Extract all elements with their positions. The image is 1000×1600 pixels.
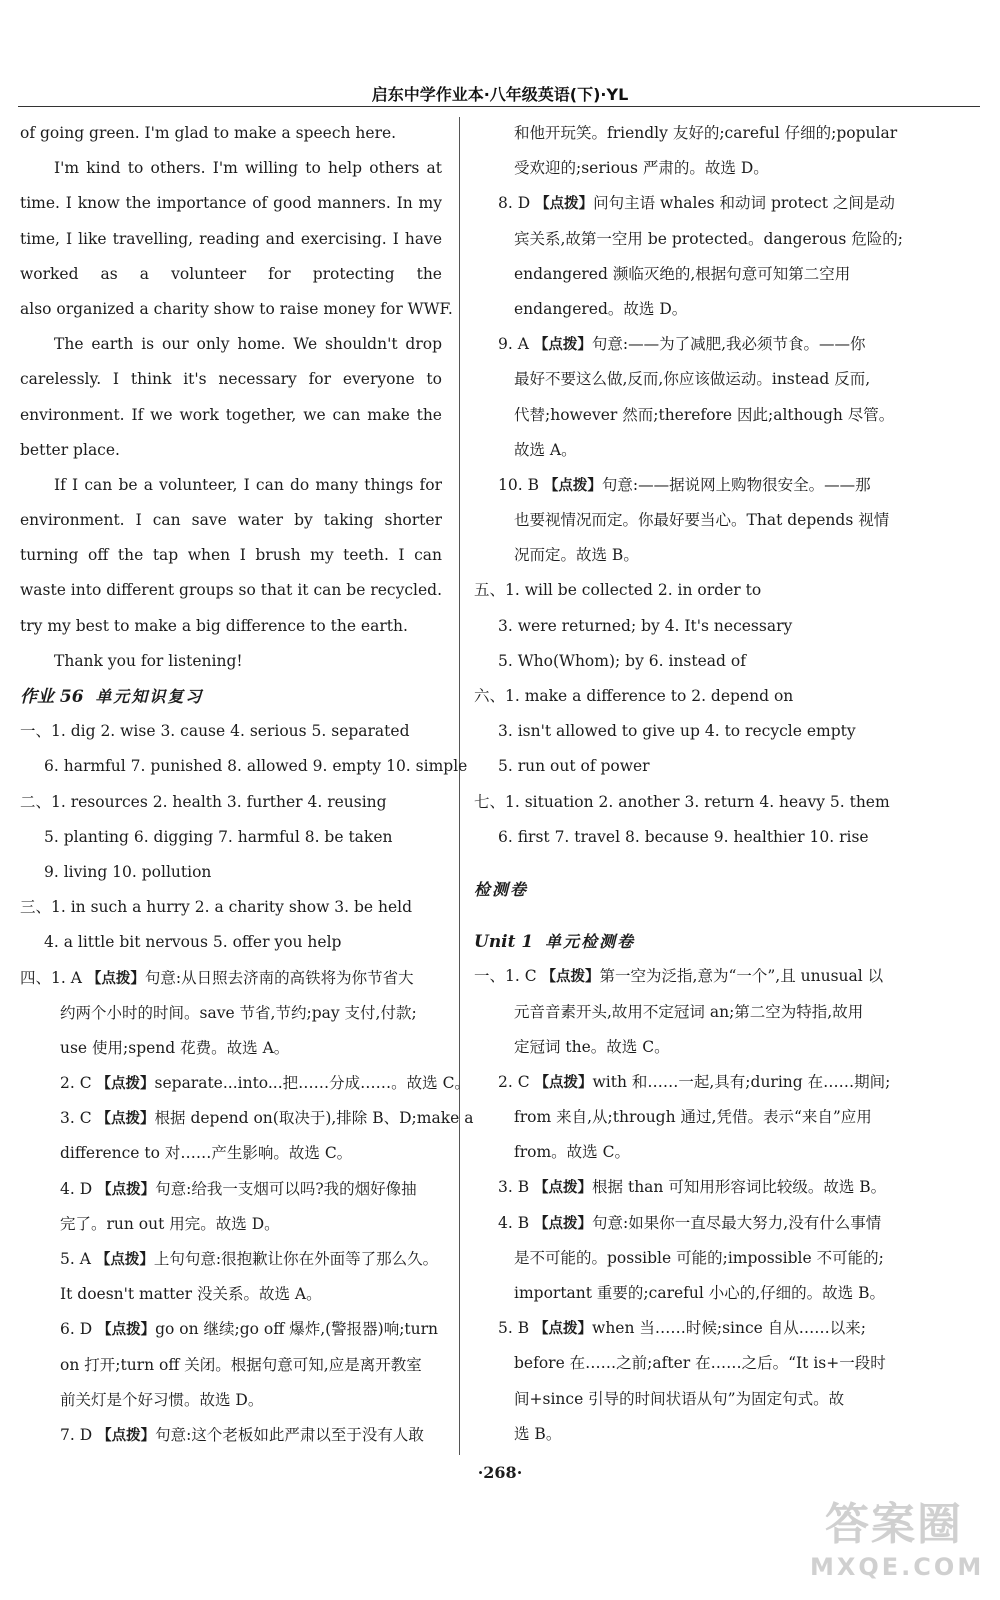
answer-line: 6. harmful 7. punished 8. allowed 9. empty 10. simple: [44, 757, 468, 776]
essay-line: also organized a charity show to raise money for WWF.: [20, 299, 453, 318]
answer-explanation-line: important 重要的;careful 小心的,仔细的。故选 B。: [514, 1284, 886, 1302]
essay-line: carelessly. I think it's necessary for everyone to: [20, 370, 442, 389]
answer-explanation-line: 前关灯是个好习惯。故选 D。: [60, 1390, 264, 1409]
answer-explanation-line: 受欢迎的;serious 严肃的。故选 D。: [514, 159, 769, 178]
answer-line: 3. isn't allowed to give up 4. to recycle empty: [498, 722, 856, 741]
essay-line: Thank you for listening!: [54, 651, 243, 670]
essay-line: I'm kind to others. I'm willing to help others at: [54, 159, 442, 178]
answer-explanation: 9. A 【点拨】句意:——为了减肥,我必须节食。——你: [498, 335, 866, 354]
answer-explanation: 4. B 【点拨】句意:如果你一直尽最大努力,没有什么事情: [498, 1213, 882, 1232]
section-title: [20, 679, 442, 714]
right-column: [474, 116, 904, 1452]
answer-line: 五、1. will be collected 2. in order to: [474, 581, 762, 600]
watermark-url: MXQE.COM: [810, 1553, 985, 1581]
essay-line: time, I like travelling, reading and exercising. I have: [20, 229, 442, 248]
watermark-logo: [810, 1498, 985, 1594]
answer-line: 4. a little bit nervous 5. offer you help: [44, 933, 342, 952]
essay-line: better place.: [20, 440, 120, 459]
answer-explanation-line: 最好不要这么做,反而,你应该做运动。instead 反而,: [514, 370, 871, 389]
answer-explanation: 4. D 【点拨】句意:给我一支烟可以吗?我的烟好像抽: [60, 1179, 417, 1198]
answer-explanation-line: 况而定。故选 B。: [514, 546, 639, 565]
answer-explanation-line: 约两个小时的时间。save 节省,节约;pay 支付,付款;: [60, 1003, 417, 1022]
answer-explanation: 2. C 【点拨】with 和……一起,具有;during 在……期间;: [498, 1072, 891, 1091]
answer-explanation-line: 定冠词 the。故选 C。: [514, 1037, 670, 1056]
answer-explanation-line: 和他开玩笑。friendly 友好的;careful 仔细的;popular: [514, 124, 898, 142]
hint-tag: 【点拨】: [97, 1322, 156, 1339]
answer-line: 5. planting 6. digging 7. harmful 8. be taken: [44, 827, 393, 846]
answer-explanation-line: 是不可能的。possible 可能的;impossible 不可能的;: [514, 1248, 884, 1267]
answer-line: 二、1. resources 2. health 3. further 4. reusing: [20, 792, 387, 811]
essay-line: environment. I can save water by taking shorter: [20, 511, 442, 530]
answer-explanation-line: 选 B。: [514, 1424, 562, 1443]
hint-tag: 【点拨】: [534, 1074, 593, 1091]
answer-line: 三、1. in such a hurry 2. a charity show 3. be held: [20, 898, 413, 917]
essay-line: The earth is our only home. We shouldn't drop: [54, 335, 442, 354]
unit-number: Unit 1: [474, 932, 534, 953]
answer-explanation-line: endangered 濒临灭绝的,根据句意可知第二空用: [514, 264, 851, 283]
running-header: 启东中学作业本·八年级英语(下)·YL: [371, 85, 629, 104]
answer-explanation-line: 宾关系,故第一空用 be protected。dangerous 危险的;: [514, 229, 904, 248]
answer-explanation-line: from。故选 C。: [514, 1143, 630, 1162]
section-title: [474, 872, 898, 907]
hint-tag: 【点拨】: [543, 477, 602, 494]
answer-explanation-line: use 使用;spend 花费。故选 A。: [60, 1038, 290, 1057]
answer-explanation-line: difference to 对……产生影响。故选 C。: [60, 1144, 353, 1163]
column-divider: [459, 117, 460, 1455]
answer-explanation: 7. D 【点拨】句意:这个老板如此严肃以至于没有人敢: [60, 1425, 424, 1444]
answer-explanation: 6. D 【点拨】go on 继续;go off 爆炸,(警报器)响;turn: [60, 1320, 439, 1339]
answer-explanation-line: from 来自,从;through 通过,凭借。表示“来自”应用: [514, 1108, 872, 1127]
answer-explanation: 一、1. C 【点拨】第一空为泛指,意为“一个”,且 unusual 以: [474, 967, 884, 986]
answer-line: 5. Who(Whom); by 6. instead of: [498, 651, 746, 670]
answer-explanation-line: endangered。故选 D。: [514, 299, 688, 318]
answer-explanation: 3. C 【点拨】根据 depend on(取决于),排除 B、D;make a: [60, 1109, 474, 1128]
essay-line: environment. If we work together, we can make the: [20, 405, 442, 424]
answer-explanation-line: 元音音素开头,故用不定冠词 an;第二空为特指,故用: [514, 1002, 864, 1021]
answer-explanation: 5. B 【点拨】when 当……时候;since 自从……以来;: [498, 1319, 866, 1338]
hint-tag: 【点拨】: [96, 1076, 155, 1093]
answer-explanation: 3. B 【点拨】根据 than 可知用形容词比较级。故选 B。: [498, 1178, 887, 1197]
essay-line: waste into different groups so that it can be recycled.: [20, 581, 442, 600]
answer-explanation-line: 代替;however 然而;therefore 因此;although 尽管。: [514, 405, 895, 424]
test-title: 检测卷: [474, 879, 529, 899]
hint-tag: 【点拨】: [97, 1181, 156, 1198]
answer-explanation-line: 间+since 引导的时间状语从句”为固定句式。故: [514, 1389, 845, 1408]
watermark-text: 答案圈: [825, 1499, 963, 1550]
hint-tag: 【点拨】: [97, 1427, 156, 1444]
hint-tag: 【点拨】: [86, 970, 145, 987]
hint-tag: 【点拨】: [541, 969, 600, 986]
answer-line: 6. first 7. travel 8. because 9. healthier 10. rise: [498, 827, 869, 846]
hint-tag: 【点拨】: [533, 337, 592, 354]
answer-explanation: 2. C 【点拨】separate...into...把……分成……。故选 C。: [60, 1074, 470, 1093]
answer-explanation-line: It doesn't matter 没关系。故选 A。: [60, 1285, 322, 1304]
essay-line: try my best to make a big difference to the earth.: [20, 616, 408, 635]
hint-tag: 【点拨】: [96, 1111, 155, 1128]
answer-explanation-line: 故选 A。: [514, 440, 577, 459]
answer-explanation: 10. B 【点拨】句意:——据说网上购物很安全。——那: [498, 475, 871, 494]
answer-explanation-line: 完了。run out 用完。故选 D。: [60, 1214, 280, 1233]
essay-line: of going green. I'm glad to make a speech here.: [20, 124, 397, 142]
answer-explanation-line: before 在……之前;after 在……之后。“It is+一段时: [514, 1354, 886, 1373]
answer-line: 9. living 10. pollution: [44, 862, 212, 881]
section-number: 作业 56: [20, 687, 84, 707]
essay-line: worked as a volunteer for protecting the: [20, 264, 442, 283]
essay-line: If I can be a volunteer, I can do many things for: [54, 475, 442, 494]
spacer: [474, 855, 898, 872]
answer-explanation: 四、1. A 【点拨】句意:从日照去济南的高铁将为你节省大: [20, 968, 414, 987]
page-number: ·268·: [477, 1463, 523, 1482]
answer-explanation-line: 也要视情况而定。你最好要当心。That depends 视情: [514, 511, 890, 530]
answer-line: 七、1. situation 2. another 3. return 4. heavy 5. them: [474, 792, 890, 811]
unit-name: 单元检测卷: [545, 932, 636, 952]
essay-line: turning off the tap when I brush my teeth. I can: [20, 546, 442, 565]
hint-tag: 【点拨】: [95, 1252, 154, 1268]
section-name: 单元知识复习: [95, 687, 204, 706]
answer-line: 3. were returned; by 4. It's necessary: [498, 616, 793, 635]
answer-explanation: 8. D 【点拨】问句主语 whales 和动词 protect 之间是动: [498, 194, 895, 213]
hint-tag: 【点拨】: [535, 196, 594, 213]
unit-title: [474, 924, 898, 959]
left-column: [20, 116, 474, 1453]
answer-line: 六、1. make a difference to 2. depend on: [474, 687, 794, 705]
hint-tag: 【点拨】: [534, 1215, 593, 1232]
header-rule: [18, 106, 980, 107]
answer-line: 5. run out of power: [498, 757, 650, 776]
answer-line: 一、1. dig 2. wise 3. cause 4. serious 5. separated: [20, 722, 410, 741]
answer-explanation-line: on 打开;turn off 关闭。根据句意可知,应是离开教室: [60, 1355, 422, 1374]
hint-tag: 【点拨】: [534, 1321, 593, 1338]
answer-explanation: 5. A 【点拨】上句句意:很抱歉让你在外面等了那么久。: [60, 1250, 439, 1268]
essay-line: time. I know the importance of good manners. In my: [20, 194, 442, 213]
hint-tag: 【点拨】: [534, 1180, 593, 1197]
spacer: [474, 907, 898, 924]
